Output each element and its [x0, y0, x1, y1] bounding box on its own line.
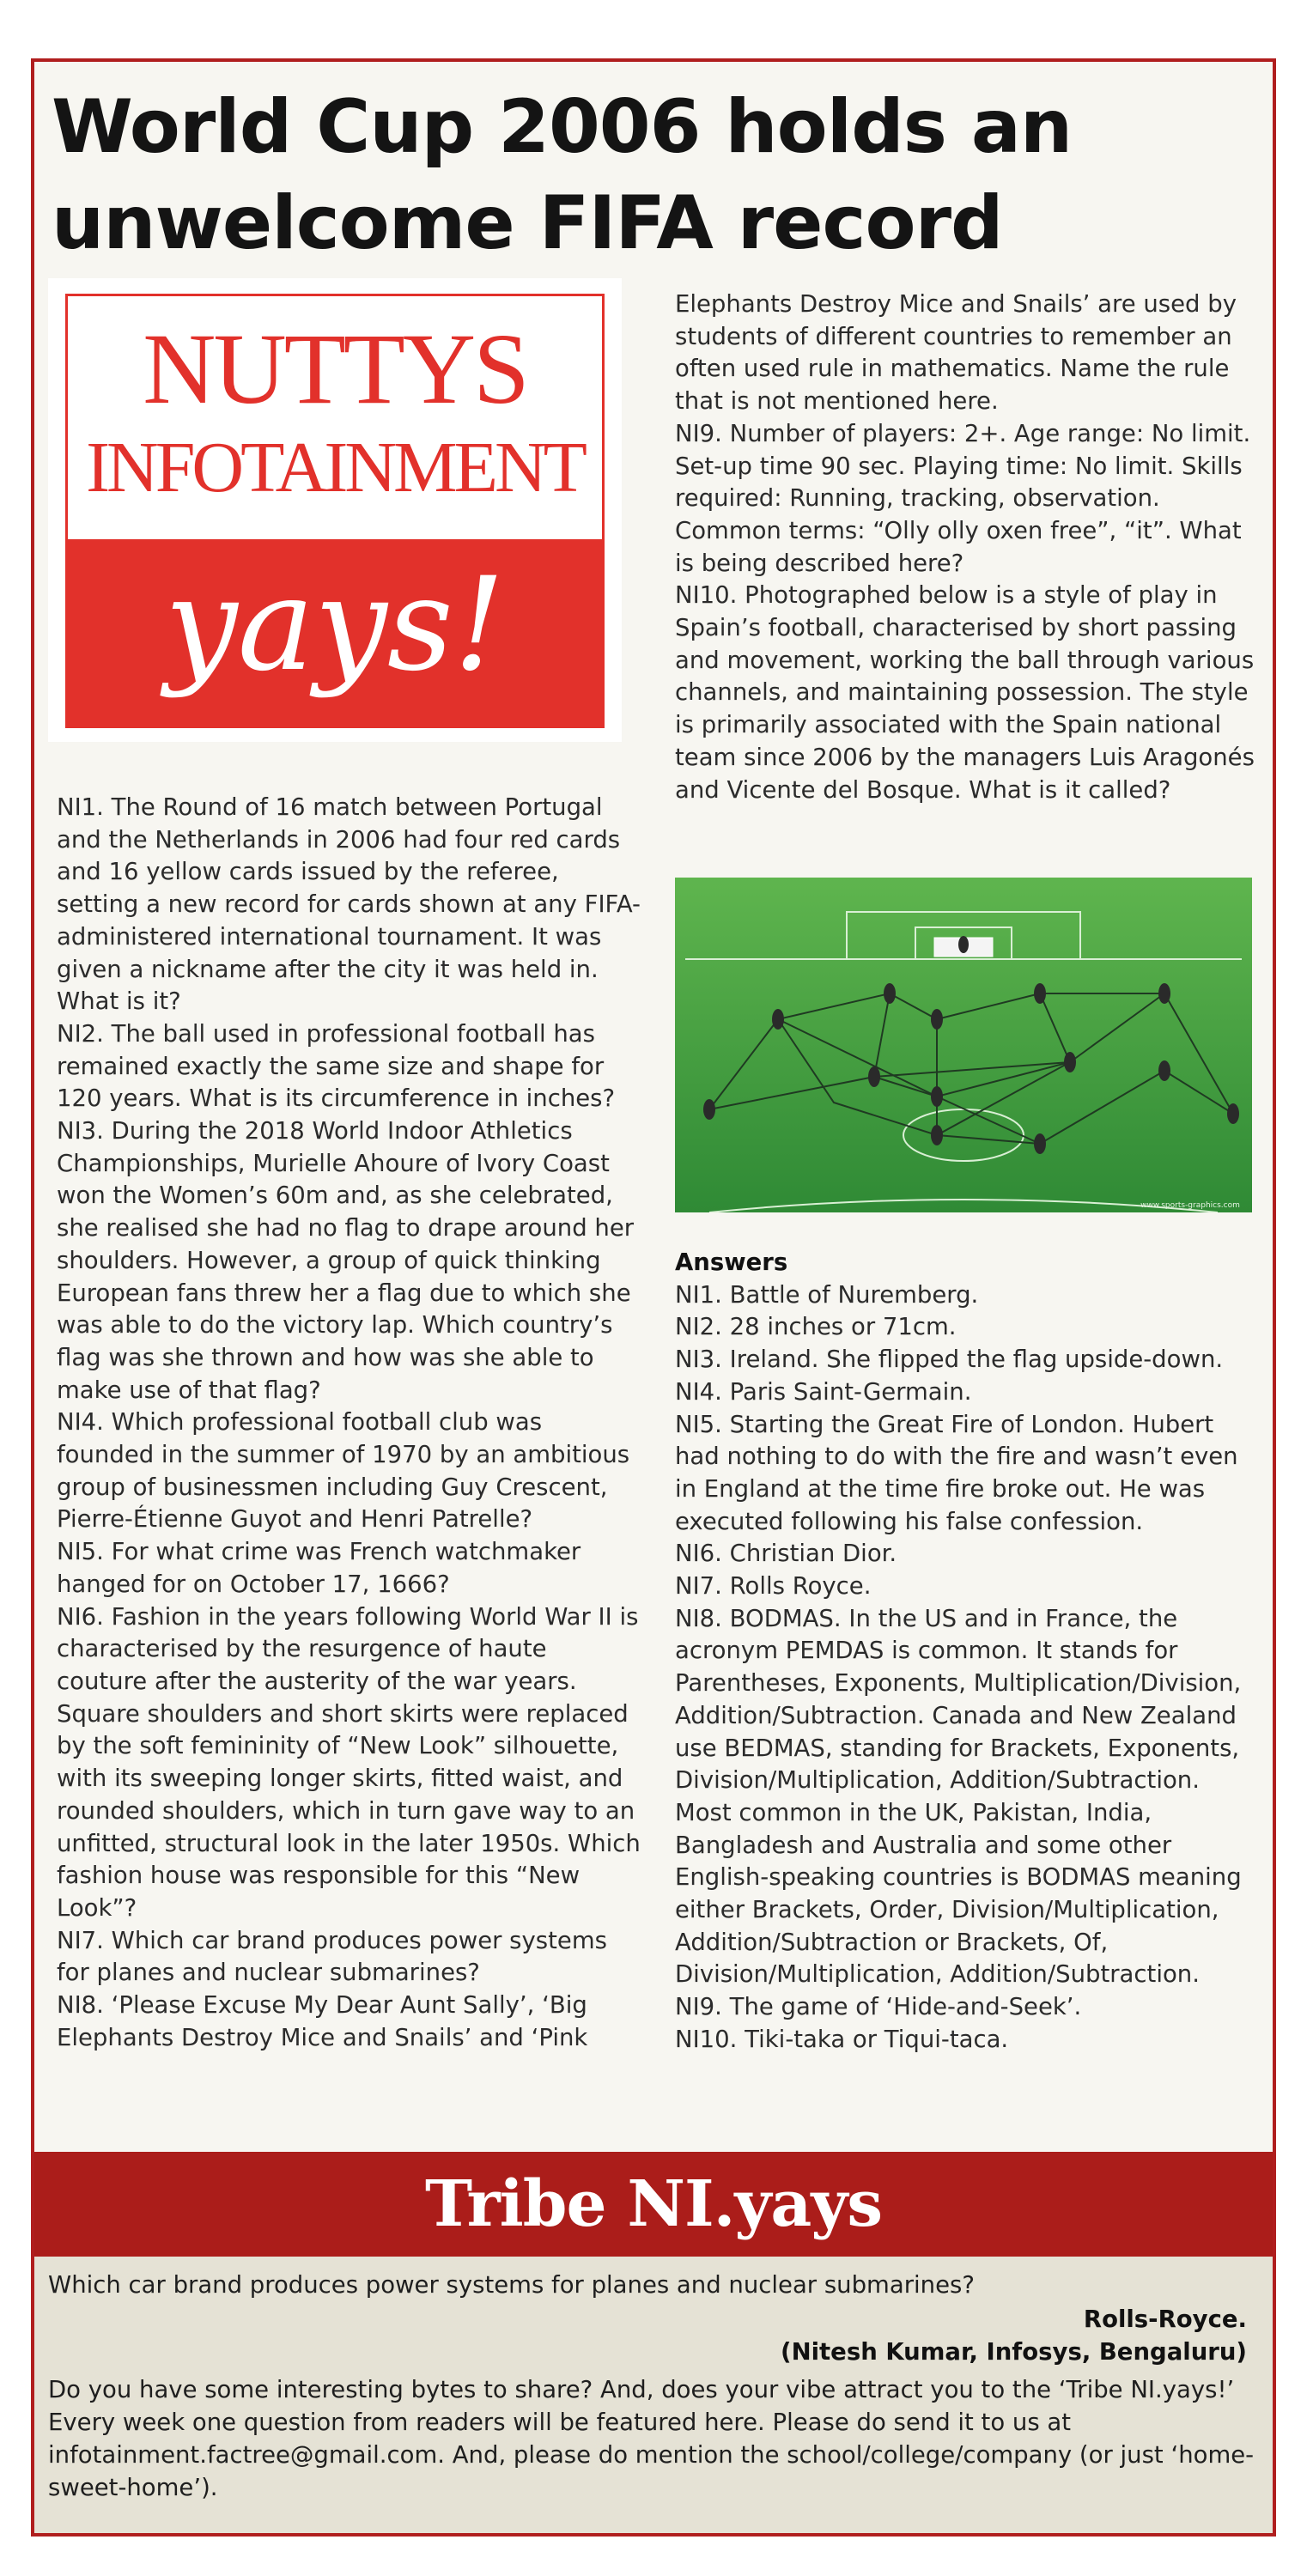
reader-answer: Rolls-Royce. [1083, 2306, 1247, 2333]
question-ni3: NI3. During the 2018 World Indoor Athletics Championships, Murielle Ahoure of Ivory Coast won the Women’s 60m and, as she celebrated, she realised she had no flag to drape around her shoulders. However, a group of quick thinking European fans threw her a flag due to which she was able to do the victory lap. Which country’s flag was she thrown and how was she able to make use of that flag? [57, 1117, 635, 1404]
logo-box [65, 294, 605, 728]
answer-ni3: NI3. Ireland. She flipped the flag upside-down. [675, 1346, 1224, 1374]
answer-ni1: NI1. Battle of Nuremberg. [675, 1280, 979, 1309]
tribe-title: Tribe NI.yays [425, 2167, 882, 2241]
question-ni8-end: Elephants Destroy Mice and Snails’ are used by students of different countries to remember an often used rule in mathematics. Name the rule that is not mentioned here. [675, 290, 1237, 416]
reader-question-box [34, 2257, 1273, 2533]
answer-ni2: NI2. 28 inches or 71cm. [675, 1313, 957, 1341]
reader-credit: (Nitesh Kumar, Infosys, Bengaluru) [781, 2338, 1247, 2366]
answer-ni6: NI6. Christian Dior. [675, 1540, 897, 1568]
tiki-taka-pitch-image [675, 878, 1252, 1212]
logo-line-yays: yays! [164, 550, 506, 700]
reader-invitation: Do you have some interesting bytes to share? And, does your vibe attract you to the ‘Tribe NI.yays!’ Every week one question from readers will be featured here. Please do send it to us at infotainment.factree@gmail.com. And, please do mention the school/college/company (or just ‘home-sweet-home’). [48, 2376, 1255, 2501]
question-ni6: NI6. Fashion in the years following World War II is characterised by the resurgence of haute couture after the austerity of the war years. Square shoulders and short skirts were replaced by the soft femininity of “New Look” silhouette, with its sweeping longer skirts, fitted waist, and rounded shoulders, which in turn gave way to an unfitted, structural look in the later 1950s. Which fashion house was responsible for this “New Look”? [57, 1602, 641, 1922]
headline: World Cup 2006 holds an unwelcome FIFA record [52, 84, 1073, 266]
question-ni5: NI5. For what crime was French watchmaker hanged for on October 17, 1666? [57, 1538, 581, 1598]
answer-ni8: NI8. BODMAS. In the US and in France, the acronym PEMDAS is common. It stands for Parentheses, Exponents, Multiplication/Division, Addition/Subtraction. Canada and New Zealand use BEDMAS, standing for Brackets, Exponents, Division/Multiplication, Addition/Subtraction. Most common in the UK, Pakistan, India, Bangladesh and Australia and some other English-speaking countries is BODMAS meaning either Brackets, Order, Division/Multiplication, Addition/Subtraction or Brackets, Of, Division/Multiplication, Addition/Subtraction. [675, 1604, 1242, 1989]
question-ni7: NI7. Which car brand produces power systems for planes and nuclear submarines? [57, 1926, 607, 1987]
answer-ni7: NI7. Rolls Royce. [675, 1572, 872, 1601]
question-ni8-start: NI8. ‘Please Excuse My Dear Aunt Sally’, ‘Big Elephants Destroy Mice and Snails’ and ‘Pink [57, 1991, 588, 2051]
nuttys-infotainment-logo [48, 278, 622, 742]
answer-ni10: NI10. Tiki-taka or Tiqui-taca. [675, 2025, 1009, 2053]
reader-question: Which car brand produces power systems for planes and nuclear submarines? [48, 2271, 975, 2299]
answers-heading: Answers [675, 1249, 788, 1276]
questions-column-left [57, 792, 641, 2054]
question-ni4: NI4. Which professional football club was founded in the summer of 1970 by an ambitious group of businessmen including Guy Crescent, Pierre-Étienne Guyot and Henri Patrelle? [57, 1408, 630, 1534]
answer-ni4: NI4. Paris Saint-Germain. [675, 1377, 972, 1406]
reader-answer-block [781, 2303, 1247, 2368]
question-ni10: NI10. Photographed below is a style of play in Spain’s football, characterised by short passing and movement, working the ball through various channels, and maintaining possession. The style is primarily associated with the Spain national team since 2006 by the managers Luis Aragonés and Vicente del Bosque. What is it called? [675, 581, 1255, 804]
question-ni1: NI1. The Round of 16 match between Portugal and the Netherlands in 2006 had four red cards and 16 yellow cards issued by the referee, setting a new record for cards shown at any FIFA-administered international tournament. It was given a nickname after the city it was held in. What is it? [57, 793, 641, 1016]
logo-band [68, 539, 602, 728]
logo-line-nuttys: NUTTYS [143, 313, 527, 425]
logo-line-infotainment: INFOTAINMENT [86, 428, 584, 507]
image-watermark: www.sports-graphics.com [1140, 1201, 1240, 1210]
tribe-banner [34, 2152, 1273, 2257]
question-ni2: NI2. The ball used in professional football has remained exactly the same size and shape for 120 years. What is its circumference in inches? [57, 1019, 616, 1113]
questions-column-right [675, 289, 1259, 806]
answer-ni9: NI9. The game of ‘Hide-and-Seek’. [675, 1993, 1082, 2021]
answer-ni5: NI5. Starting the Great Fire of London. Hubert had nothing to do with the fire and wasn’t even in England at the time fire broke out. He was executed following his false confession. [675, 1410, 1238, 1535]
question-ni9: NI9. Number of players: 2+. Age range: No limit. Set-up time 90 sec. Playing time: No limit. Skills required: Running, tracking, observation. Common terms: “Olly olly oxen free”, “it”. What is being described here? [675, 419, 1251, 577]
answers-section [675, 1247, 1259, 2057]
